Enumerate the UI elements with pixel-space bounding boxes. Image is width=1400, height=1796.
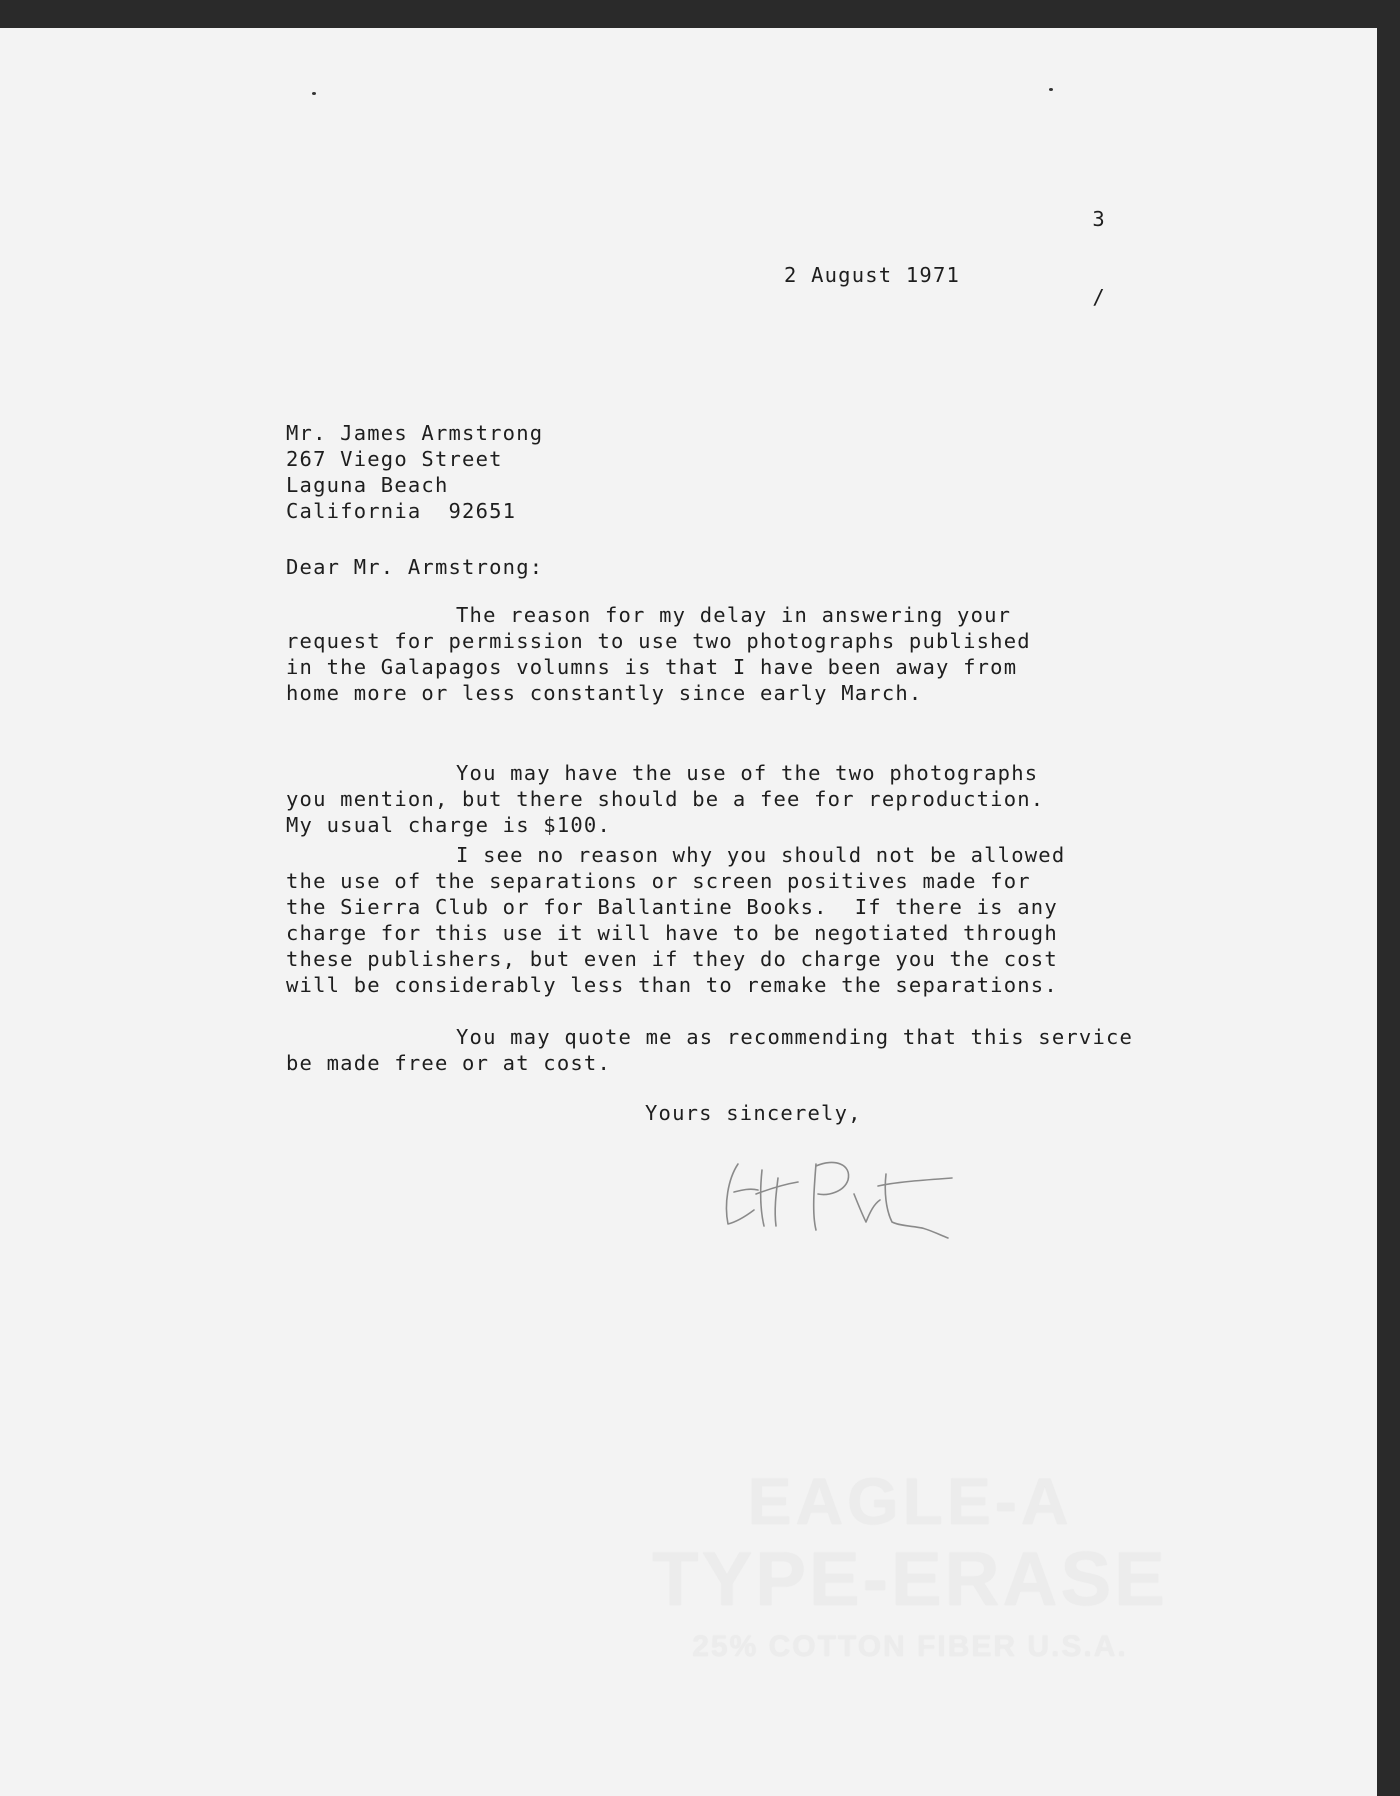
paragraph-first-line: You may quote me as recommending that this service	[456, 1025, 1134, 1049]
address-line: Laguna Beach	[286, 473, 449, 497]
closing: Yours sincerely,	[645, 1101, 862, 1125]
paragraph-text: request for permission to use two photographs published in the Galapagos volumns is that I have been away from home more or less constantly since early March.	[286, 629, 1031, 705]
watermark-line: TYPE-ERASE	[652, 1537, 1168, 1622]
body-paragraph	[286, 760, 1044, 838]
letter-date: 2 August 1971	[784, 263, 961, 287]
paragraph-text: the use of the separations or screen positives made for the Sierra Club or for Ballantine Books. If there is any charge for this use it will have to be negotiated through these publishers, but even if they do charge you the cost will be considerably less than to remake the separations.	[286, 869, 1058, 997]
page-number-mark: /	[1092, 285, 1106, 309]
recipient-address	[286, 420, 543, 524]
address-line: 267 Viego Street	[286, 447, 503, 471]
address-line: Mr. James Armstrong	[286, 421, 544, 445]
paragraph-first-line: I see no reason why you should not be allowed	[456, 843, 1066, 867]
letter-page	[0, 28, 1377, 1796]
salutation: Dear Mr. Armstrong:	[286, 555, 544, 579]
page-number	[1072, 154, 1126, 362]
paragraph-first-line: You may have the use of the two photographs	[456, 761, 1039, 785]
paragraph-text: you mention, but there should be a fee for reproduction. My usual charge is $100.	[286, 787, 1045, 837]
body-paragraph	[286, 602, 1031, 706]
body-paragraph	[286, 842, 1065, 998]
page-number-value: 3	[1092, 207, 1106, 231]
paper-watermark	[560, 1464, 1260, 1663]
paragraph-text: be made free or at cost.	[286, 1051, 612, 1075]
paragraph-first-line: The reason for my delay in answering your	[456, 603, 1012, 627]
watermark-line: EAGLE-A	[747, 1464, 1073, 1538]
body-paragraph	[286, 1024, 1133, 1076]
paper-speck	[312, 92, 316, 95]
paper-speck	[1049, 88, 1053, 91]
watermark-line: 25% COTTON FIBER U.S.A.	[692, 1630, 1128, 1663]
handwritten-signature	[716, 1134, 986, 1244]
address-line: California 92651	[286, 499, 517, 523]
